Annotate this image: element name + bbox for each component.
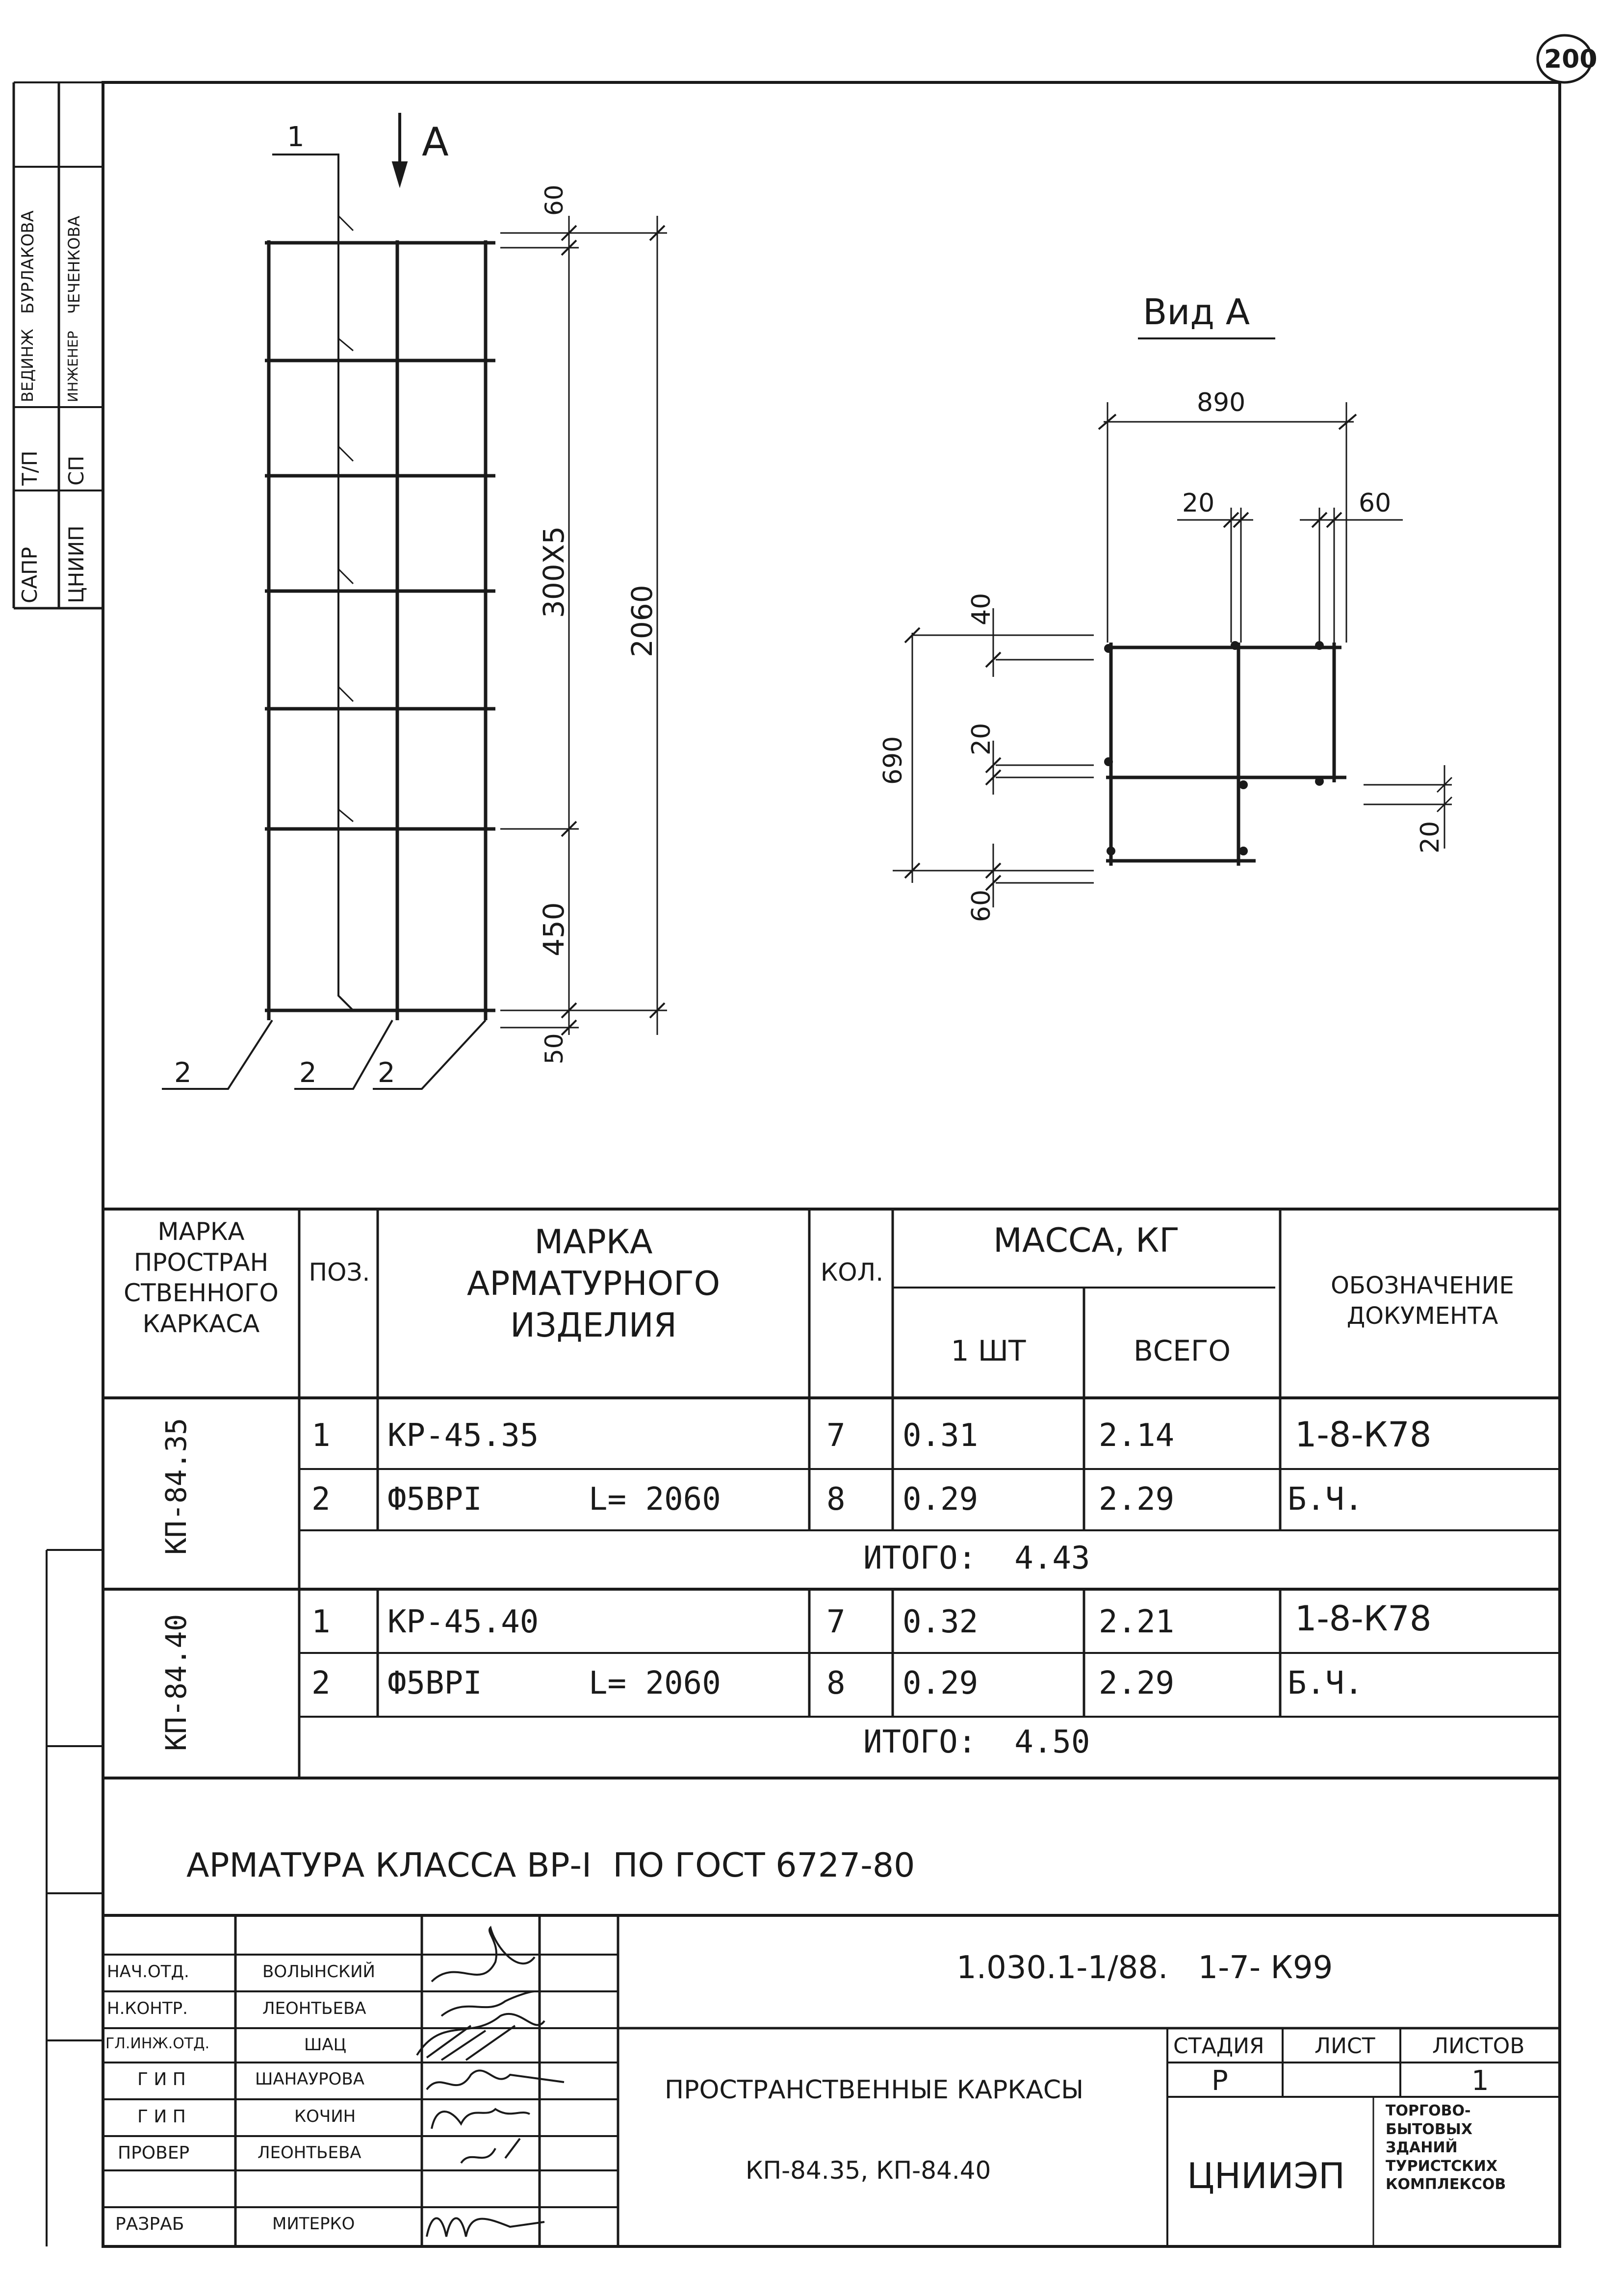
dim-300x5: 300Х5: [537, 526, 570, 618]
row-item: КР-45.40: [387, 1604, 539, 1640]
header-pos: ПОЗ.: [309, 1258, 370, 1287]
side-stamp-cniip: ЦНИИП: [64, 525, 88, 603]
row-qty: 8: [826, 1481, 846, 1518]
dim-450: 450: [537, 902, 570, 956]
role-name: ШАНАУРОВА: [255, 2069, 365, 2089]
row-item: Ф5ВРI: [387, 1665, 482, 1702]
header-frame-mark: МАРКА ПРОСТРАН СТВЕННОГО КАРКАСА: [124, 1217, 279, 1338]
role-label: РАЗРАБ: [115, 2214, 184, 2234]
row-mass-total: 2.29: [1099, 1665, 1175, 1702]
frame-mark-84-35: КП-84.35: [159, 1418, 193, 1555]
side-stamp-burlakova: БУРЛАКОВА: [18, 210, 38, 314]
side-stamp-inzhener: ИНЖЕНЕР: [65, 331, 81, 402]
dim-40: 40: [967, 593, 996, 625]
dim-60-left: 60: [967, 889, 996, 922]
doc-code: 1.030.1-1/88. 1-7- К99: [956, 1950, 1333, 1986]
sheet-label: ЛИСТ: [1315, 2034, 1375, 2059]
section-mark-a: А: [422, 119, 449, 165]
dim-690: 690: [878, 736, 908, 785]
row-pos: 2: [311, 1481, 331, 1518]
row-doc: 1-8-К78: [1295, 1599, 1432, 1639]
role-label: Г И П: [137, 2107, 186, 2127]
header-mass: МАССА, КГ: [993, 1221, 1180, 1260]
dim-2060: 2060: [625, 585, 659, 657]
row-mass-total: 2.14: [1099, 1418, 1175, 1454]
stage-label: СТАДИЯ: [1173, 2034, 1264, 2059]
row-doc: Б.Ч.: [1288, 1665, 1364, 1702]
row-mass-unit: 0.29: [902, 1481, 979, 1518]
role-name: КОЧИН: [294, 2107, 356, 2126]
row-doc: Б.Ч.: [1288, 1481, 1364, 1518]
row-mass-unit: 0.29: [902, 1665, 979, 1702]
row-item: Ф5ВРI: [387, 1481, 482, 1518]
side-stamp-sp: СП: [64, 456, 88, 486]
row-mass-total: 2.21: [1099, 1604, 1175, 1640]
dim-20-left: 20: [967, 722, 996, 755]
header-item-mark: МАРКА АРМАТУРНОГО ИЗДЕЛИЯ: [466, 1223, 721, 1345]
role-name: ВОЛЫНСКИЙ: [262, 1962, 375, 1982]
group-total: ИТОГО: 4.50: [863, 1724, 1090, 1760]
role-label: ПРОВЕР: [118, 2143, 190, 2163]
dim-60-plan-top: 60: [1359, 489, 1392, 518]
dim-20-top: 20: [1182, 489, 1215, 518]
callout-2-b: 2: [299, 1057, 317, 1089]
org-note: ТОРГОВО- БЫТОВЫХ ЗДАНИЙ ТУРИСТСКИХ КОМПЛЕКСОВ: [1386, 2102, 1506, 2193]
side-stamp-vedinzh: ВЕДИНЖ: [18, 329, 37, 402]
dim-20-right: 20: [1416, 821, 1445, 853]
row-pos: 1: [311, 1418, 331, 1454]
view-a-title: Вид А: [1143, 291, 1250, 333]
role-label: Н.КОНТР.: [107, 1999, 188, 2018]
drawing-title: ПРОСТРАНСТВЕННЫЕ КАРКАСЫ: [665, 2075, 1084, 2105]
role-name: ЛЕОНТЬЕВА: [262, 1999, 366, 2018]
row-mass-total: 2.29: [1099, 1481, 1175, 1518]
header-mass-unit: 1 ШТ: [951, 1334, 1026, 1367]
sheets-value: 1: [1471, 2065, 1489, 2097]
org-name: ЦНИИЭП: [1187, 2155, 1345, 2196]
side-stamp-tp: Т/П: [18, 450, 42, 486]
header-mass-total: ВСЕГО: [1134, 1334, 1231, 1367]
header-qty: КОЛ.: [820, 1258, 884, 1287]
callout-2-c: 2: [378, 1057, 395, 1089]
role-name: ЛЕОНТЬЕВА: [258, 2143, 361, 2163]
sheets-label: ЛИСТОВ: [1432, 2034, 1525, 2059]
rebar-class-note: АРМАТУРА КЛАССА ВР-I ПО ГОСТ 6727-80: [186, 1846, 915, 1885]
row-qty: 7: [826, 1418, 846, 1454]
role-label: ГЛ.ИНЖ.ОТД.: [105, 2035, 210, 2052]
role-name: ШАЦ: [304, 2035, 347, 2055]
group-total: ИТОГО: 4.43: [863, 1540, 1090, 1576]
row-qty: 8: [826, 1665, 846, 1702]
dim-60-top: 60: [540, 184, 568, 216]
page-number: 200: [1544, 45, 1598, 74]
role-label: НАЧ.ОТД.: [107, 1962, 189, 1982]
row-pos: 1: [311, 1604, 331, 1640]
dim-890: 890: [1197, 388, 1246, 417]
role-name: МИТЕРКО: [272, 2214, 355, 2234]
frame-mark-84-40: КП-84.40: [159, 1614, 193, 1751]
callout-1: 1: [287, 121, 305, 153]
dim-50-bottom: 50: [540, 1033, 568, 1064]
row-item: КР-45.35: [387, 1418, 539, 1454]
row-length: L= 2060: [589, 1481, 721, 1518]
row-qty: 7: [826, 1604, 846, 1640]
row-doc: 1-8-К78: [1295, 1415, 1432, 1455]
callout-2-a: 2: [174, 1057, 192, 1089]
header-doc: ОБОЗНАЧЕНИЕ ДОКУМЕНТА: [1331, 1272, 1514, 1330]
drawing-subtitle: КП-84.35, КП-84.40: [746, 2156, 991, 2185]
side-stamp-chechenkova: ЧЕЧЕНКОВА: [65, 215, 83, 314]
row-mass-unit: 0.31: [902, 1418, 979, 1454]
stage-value: Р: [1212, 2065, 1228, 2097]
row-mass-unit: 0.32: [902, 1604, 979, 1640]
role-label: Г И П: [137, 2069, 186, 2089]
row-pos: 2: [311, 1665, 331, 1702]
side-stamp-sapr: САПР: [18, 547, 42, 603]
row-length: L= 2060: [589, 1665, 721, 1702]
